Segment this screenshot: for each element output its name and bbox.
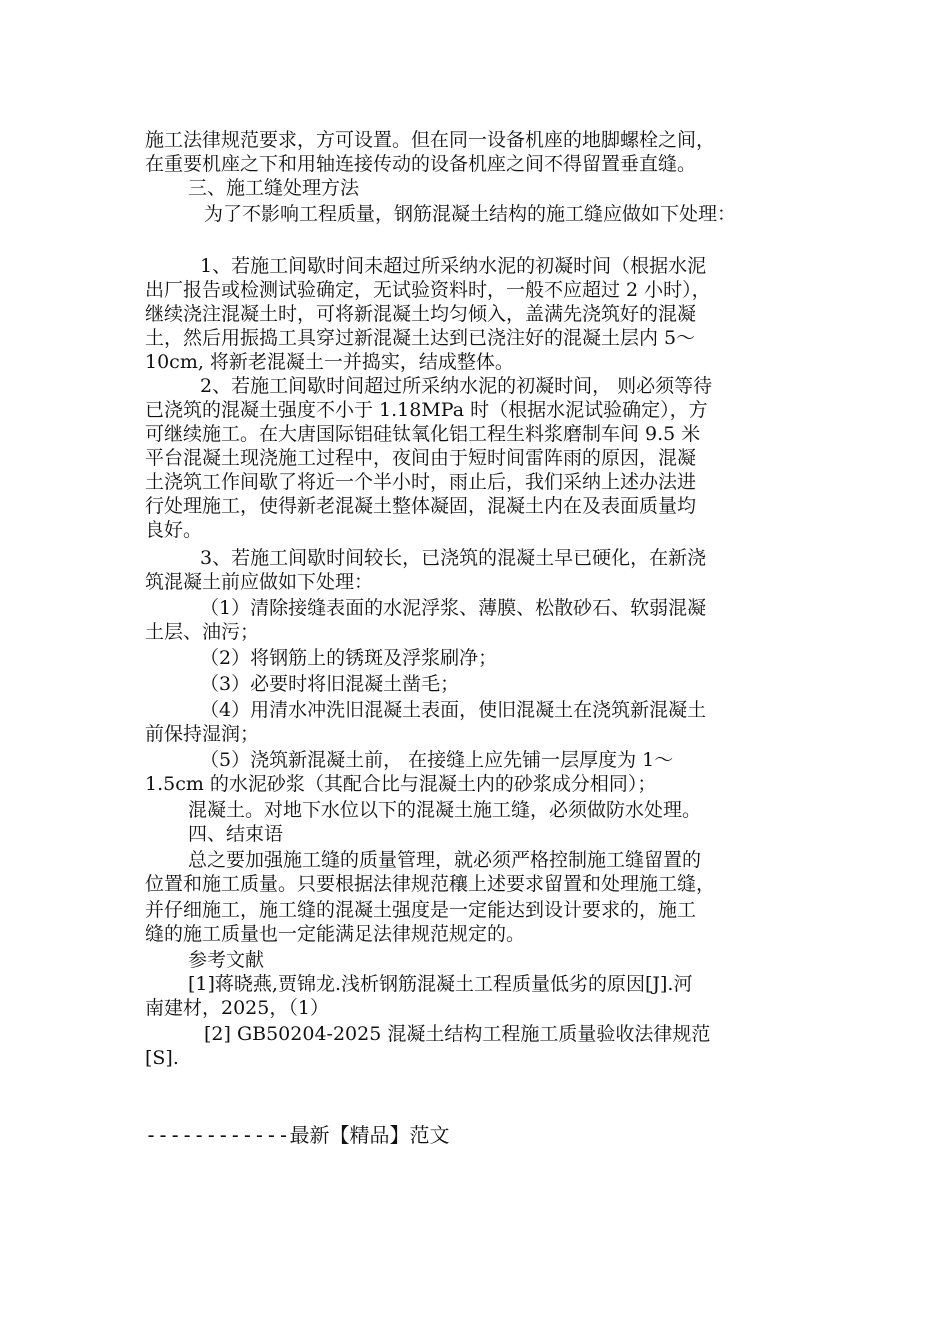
text-line: 混凝土。对地下水位以下的混凝土施工缝，必须做防水处理。 bbox=[188, 799, 702, 821]
section-heading: 三、施工缝处理方法 bbox=[188, 177, 360, 199]
text-line: 继续浇注混凝土时，可将新混凝土均匀倾入，盖满先浇筑好的混凝 bbox=[145, 303, 697, 325]
section-heading: 四、结束语 bbox=[188, 823, 284, 845]
text-line: 施工法律规范要求，方可设置。但在同一设备机座的地脚螺栓之间， bbox=[145, 129, 716, 151]
reference-item: [1]蒋晓燕,贾锦龙.浅析钢筋混凝土工程质量低劣的原因[J].河 bbox=[188, 973, 693, 995]
text-line: 缝的施工质量也一定能满足法律规范规定的。 bbox=[145, 923, 526, 945]
text-line: 筑混凝土前应做如下处理： bbox=[145, 571, 374, 593]
text-line: [S]. bbox=[145, 1047, 179, 1069]
text-line: 平台混凝土现浇施工过程中，夜间由于短时间雷阵雨的原因，混凝 bbox=[145, 447, 697, 469]
text-line: 为了不影响工程质量，钢筋混凝土结构的施工缝应做如下处理： bbox=[204, 203, 737, 225]
text-line: 总之要加强施工缝的质量管理，就必须严格控制施工缝留置的 bbox=[188, 849, 702, 871]
text-line: 土层、油污； bbox=[145, 621, 260, 643]
text-line: 1、若施工间歇时间未超过所采纳水泥的初凝时间（根据水泥 bbox=[200, 255, 707, 277]
text-line: 南建材，2025，（1） bbox=[145, 997, 329, 1019]
text-line: 出厂报告或检测试验确定，无试验资料时，一般不应超过 2 小时）， bbox=[145, 279, 711, 301]
text-line: 1.5cm 的水泥砂浆（其配合比与混凝土内的砂浆成分相同）； bbox=[145, 773, 657, 795]
list-item: （3）必要时将旧混凝土凿毛； bbox=[200, 673, 460, 695]
text-line: 位置和施工质量。只要根据法律规范穰上述要求留置和处理施工缝， bbox=[145, 873, 716, 895]
text-line: 10cm, 将新老混凝土一并捣实，结成整体。 bbox=[145, 351, 514, 373]
references-heading: 参考文献 bbox=[188, 949, 265, 971]
list-item: （5）浇筑新混凝土前， 在接缝上应先铺一层厚度为 1～ bbox=[200, 749, 674, 771]
text-line: 土，然后用振捣工具穿过新混凝土达到已浇注好的混凝土层内 5～ bbox=[145, 327, 696, 349]
text-line: 前保持湿润； bbox=[145, 723, 260, 745]
text-line: 行处理施工，使得新老混凝土整体凝固，混凝土内在及表面质量均 bbox=[145, 495, 697, 517]
list-item: （1）清除接缝表面的水泥浮浆、薄膜、松散砂石、软弱混凝 bbox=[200, 597, 707, 619]
text-line: 并仔细施工，施工缝的混凝土强度是一定能达到设计要求的，施工 bbox=[145, 899, 697, 921]
list-item: （2）将钢筋上的锈斑及浮浆刷净； bbox=[200, 647, 498, 669]
text-line: 在重要机座之下和用轴连接传动的设备机座之间不得留置垂直缝。 bbox=[145, 153, 697, 175]
text-line: 良好。 bbox=[145, 519, 203, 541]
list-item: （4）用清水冲洗旧混凝土表面，使旧混凝土在浇筑新混凝土 bbox=[200, 699, 707, 721]
reference-item: [2] GB50204-2025 混凝土结构工程施工质量验收法律规范 bbox=[204, 1023, 711, 1045]
page-footer: ------------最新【精品】范文 bbox=[145, 1123, 450, 1147]
text-line: 已浇筑的混凝土强度不小于 1.18MPa 时（根据水泥试验确定），方 bbox=[145, 399, 708, 421]
text-line: 可继续施工。在大唐国际铝硅钛氧化铝工程生料浆磨制车间 9.5 米 bbox=[145, 423, 701, 445]
text-line: 2、若施工间歇时间超过所采纳水泥的初凝时间， 则必须等待 bbox=[200, 375, 713, 397]
text-line: 3、若施工间歇时间较长，已浇筑的混凝土早已硬化，在新浇 bbox=[200, 547, 707, 569]
text-line: 土浇筑工作间歇了将近一个半小时，雨止后，我们采纳上述办法进 bbox=[145, 471, 697, 493]
